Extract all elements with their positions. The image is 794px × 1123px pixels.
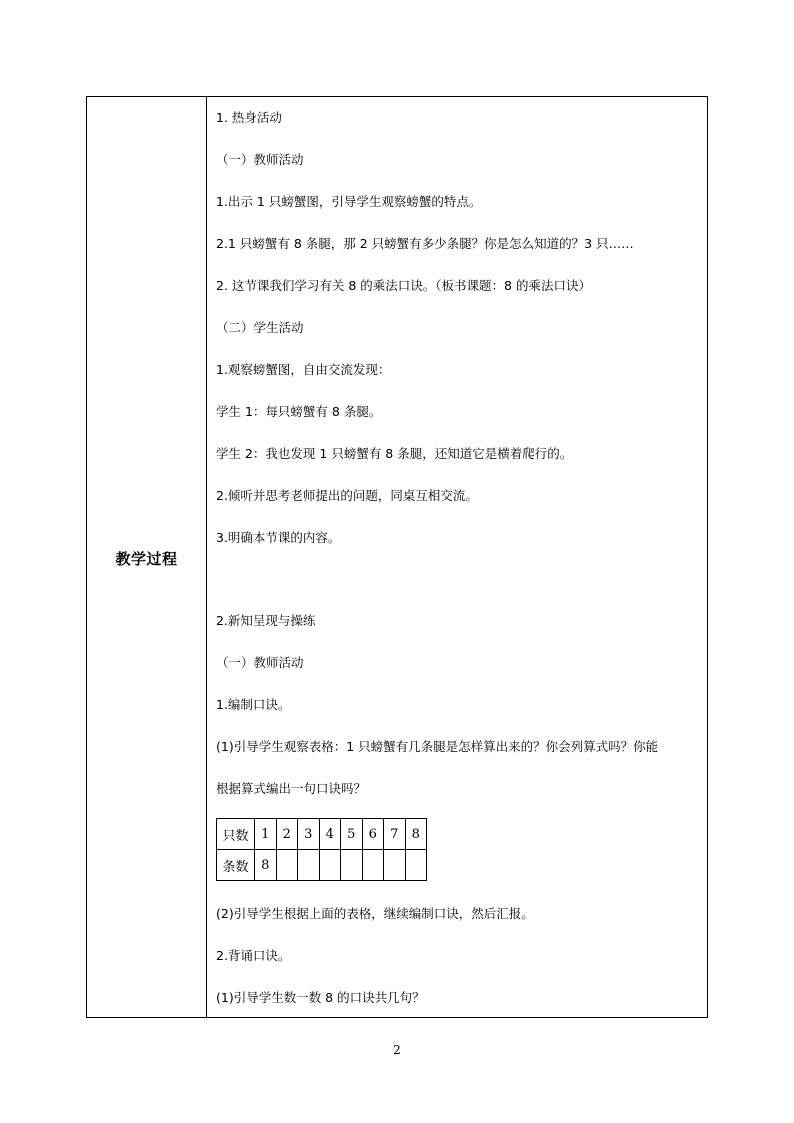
table-cell: [319, 850, 341, 881]
table-cell: 5: [341, 819, 363, 850]
table-cell: [298, 850, 320, 881]
table-cell: [405, 850, 427, 881]
table-row: [217, 850, 427, 881]
text-line: 2. 这节课我们学习有关 8 的乘法口诀。（板书课题：8 的乘法口诀）: [216, 278, 591, 293]
column-divider: [206, 96, 207, 1018]
table-row: [217, 819, 427, 850]
text-line: (1)引导学生数一数 8 的口诀共几句？: [216, 990, 425, 1005]
text-line: (2)引导学生根据上面的表格，继续编制口诀，然后汇报。: [216, 906, 534, 921]
text-line: 1.出示 1 只螃蟹图，引导学生观察螃蟹的特点。: [216, 194, 482, 209]
text-line: 学生 1：每只螃蟹有 8 条腿。: [216, 404, 382, 419]
table-cell: [362, 850, 384, 881]
text-line: 2.背诵口诀。: [216, 948, 291, 963]
table-cell: 8: [405, 819, 427, 850]
text-line: 2.倾听并思考老师提出的问题，同桌互相交流。: [216, 488, 478, 503]
table-cell: 7: [384, 819, 406, 850]
text-line: 1. 热身活动: [216, 110, 282, 125]
text-line: （一）教师活动: [216, 655, 304, 670]
table-cell: 6: [362, 819, 384, 850]
text-line: 2.新知呈现与操练: [216, 613, 316, 628]
page-number: 2: [393, 1043, 401, 1057]
text-line: 根据算式编出一句口诀吗？: [216, 781, 367, 796]
table-cell: 2: [276, 819, 298, 850]
text-line: 1.编制口诀。: [216, 697, 291, 712]
text-line: 2.1 只螃蟹有 8 条腿，那 2 只螃蟹有多少条腿？你是怎么知道的？3 只……: [216, 236, 634, 251]
text-line: 1.观察螃蟹图，自由交流发现：: [216, 362, 391, 377]
row-header: 只数: [217, 819, 255, 850]
table-cell: 8: [255, 850, 277, 881]
table-cell: 3: [298, 819, 320, 850]
text-line: (1)引导学生观察表格：1 只螃蟹有几条腿是怎样算出来的？你会列算式吗？你能: [216, 739, 659, 754]
row-header: 条数: [217, 850, 255, 881]
table-cell: 1: [255, 819, 277, 850]
text-line: 3.明确本节课的内容。: [216, 530, 341, 545]
table-cell: [276, 850, 298, 881]
crab-legs-table: [216, 818, 427, 881]
text-line: （一）教师活动: [216, 152, 304, 167]
table-cell: 4: [319, 819, 341, 850]
table-cell: [341, 850, 363, 881]
table-cell: [384, 850, 406, 881]
text-line: 学生 2：我也发现 1 只螃蟹有 8 条腿，还知道它是横着爬行的。: [216, 446, 573, 461]
text-line: （二）学生活动: [216, 320, 304, 335]
section-label: 教学过程: [115, 550, 178, 568]
